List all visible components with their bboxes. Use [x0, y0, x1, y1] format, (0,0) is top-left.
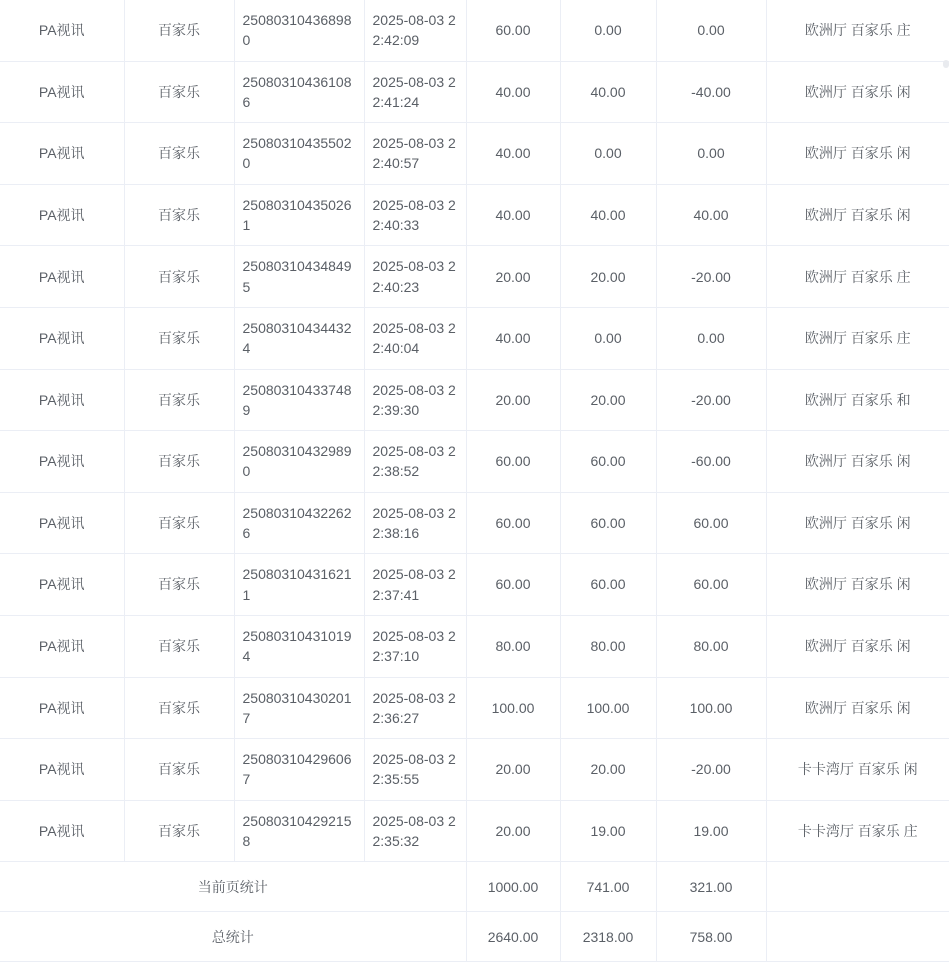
cell-time: 2025-08-03 22:40:57 — [364, 123, 466, 185]
cell-platform: PA视讯 — [0, 307, 124, 369]
cell-profit: 100.00 — [656, 677, 766, 739]
cell-detail: 欧洲厅 百家乐 闲 — [766, 615, 949, 677]
cell-valid-amount: 100.00 — [560, 677, 656, 739]
table-row[interactable] — [0, 307, 949, 369]
cell-detail: 欧洲厅 百家乐 闲 — [766, 61, 949, 123]
cell-platform: PA视讯 — [0, 739, 124, 801]
cell-detail: 卡卡湾厅 百家乐 闲 — [766, 739, 949, 801]
table-row[interactable] — [0, 123, 949, 185]
cell-bet-id: 250803104361086 — [234, 61, 364, 123]
cell-bet-amount: 80.00 — [466, 615, 560, 677]
cell-detail: 欧洲厅 百家乐 闲 — [766, 123, 949, 185]
cell-bet-id: 250803104296067 — [234, 739, 364, 801]
cell-time: 2025-08-03 22:35:32 — [364, 800, 466, 862]
cell-bet-amount: 60.00 — [466, 554, 560, 616]
cell-platform: PA视讯 — [0, 184, 124, 246]
cell-time: 2025-08-03 22:40:23 — [364, 246, 466, 308]
cell-valid-amount: 19.00 — [560, 800, 656, 862]
cell-game: 百家乐 — [124, 184, 234, 246]
cell-platform: PA视讯 — [0, 800, 124, 862]
cell-bet-amount: 40.00 — [466, 61, 560, 123]
cell-platform: PA视讯 — [0, 615, 124, 677]
cell-time: 2025-08-03 22:36:27 — [364, 677, 466, 739]
cell-time: 2025-08-03 22:41:24 — [364, 61, 466, 123]
cell-game: 百家乐 — [124, 492, 234, 554]
cell-detail: 欧洲厅 百家乐 和 — [766, 369, 949, 431]
cell-valid-amount: 60.00 — [560, 492, 656, 554]
cell-profit: -20.00 — [656, 739, 766, 801]
cell-game: 百家乐 — [124, 615, 234, 677]
table-row[interactable] — [0, 677, 949, 739]
cell-platform: PA视讯 — [0, 677, 124, 739]
cell-game: 百家乐 — [124, 307, 234, 369]
cell-bet-id: 250803104368980 — [234, 0, 364, 61]
page-summary-row-profit: 321.00 — [656, 862, 766, 912]
cell-bet-amount: 60.00 — [466, 0, 560, 61]
cell-valid-amount: 40.00 — [560, 61, 656, 123]
cell-profit: -20.00 — [656, 369, 766, 431]
cell-bet-amount: 40.00 — [466, 123, 560, 185]
cell-profit: 60.00 — [656, 492, 766, 554]
cell-profit: 19.00 — [656, 800, 766, 862]
table-row[interactable] — [0, 0, 949, 61]
page-summary-row-label: 当前页统计 — [0, 862, 466, 912]
cell-bet-amount: 100.00 — [466, 677, 560, 739]
cell-valid-amount: 20.00 — [560, 246, 656, 308]
page-summary-row-bet-amount: 1000.00 — [466, 862, 560, 912]
table-row[interactable] — [0, 246, 949, 308]
cell-bet-amount: 40.00 — [466, 307, 560, 369]
cell-platform: PA视讯 — [0, 554, 124, 616]
cell-time: 2025-08-03 22:38:16 — [364, 492, 466, 554]
cell-valid-amount: 20.00 — [560, 369, 656, 431]
cell-detail: 欧洲厅 百家乐 闲 — [766, 431, 949, 493]
cell-bet-amount: 20.00 — [466, 739, 560, 801]
cell-profit: 0.00 — [656, 123, 766, 185]
cell-bet-id: 250803104329890 — [234, 431, 364, 493]
cell-detail: 欧洲厅 百家乐 庄 — [766, 307, 949, 369]
cell-profit: 60.00 — [656, 554, 766, 616]
cell-detail: 欧洲厅 百家乐 庄 — [766, 0, 949, 61]
cell-bet-id: 250803104302017 — [234, 677, 364, 739]
table-row[interactable] — [0, 800, 949, 862]
cell-valid-amount: 0.00 — [560, 307, 656, 369]
page-summary-row-valid-amount: 741.00 — [560, 862, 656, 912]
page-summary-row — [0, 862, 949, 912]
cell-platform: PA视讯 — [0, 369, 124, 431]
cell-time: 2025-08-03 22:38:52 — [364, 431, 466, 493]
cell-profit: -60.00 — [656, 431, 766, 493]
cell-valid-amount: 80.00 — [560, 615, 656, 677]
total-summary-row-bet-amount: 2640.00 — [466, 912, 560, 962]
table-row[interactable] — [0, 554, 949, 616]
cell-bet-id: 250803104355020 — [234, 123, 364, 185]
cell-bet-amount: 60.00 — [466, 431, 560, 493]
cell-profit: -40.00 — [656, 61, 766, 123]
table-row[interactable] — [0, 184, 949, 246]
cell-detail: 欧洲厅 百家乐 闲 — [766, 554, 949, 616]
cell-game: 百家乐 — [124, 61, 234, 123]
cell-profit: 0.00 — [656, 307, 766, 369]
cell-bet-id: 250803104316211 — [234, 554, 364, 616]
cell-platform: PA视讯 — [0, 431, 124, 493]
page-summary-row-detail — [766, 862, 949, 912]
cell-bet-amount: 20.00 — [466, 246, 560, 308]
cell-time: 2025-08-03 22:42:09 — [364, 0, 466, 61]
cell-profit: 80.00 — [656, 615, 766, 677]
cell-detail: 欧洲厅 百家乐 闲 — [766, 492, 949, 554]
cell-game: 百家乐 — [124, 554, 234, 616]
table-row[interactable] — [0, 492, 949, 554]
table-row[interactable] — [0, 369, 949, 431]
cell-game: 百家乐 — [124, 0, 234, 61]
cell-bet-amount: 40.00 — [466, 184, 560, 246]
cell-valid-amount: 0.00 — [560, 123, 656, 185]
cell-game: 百家乐 — [124, 123, 234, 185]
cell-bet-id: 250803104337489 — [234, 369, 364, 431]
vertical-scrollbar[interactable] — [943, 60, 949, 68]
cell-time: 2025-08-03 22:35:55 — [364, 739, 466, 801]
cell-profit: -20.00 — [656, 246, 766, 308]
cell-game: 百家乐 — [124, 369, 234, 431]
cell-profit: 40.00 — [656, 184, 766, 246]
cell-valid-amount: 20.00 — [560, 739, 656, 801]
total-summary-row-valid-amount: 2318.00 — [560, 912, 656, 962]
cell-time: 2025-08-03 22:39:30 — [364, 369, 466, 431]
cell-platform: PA视讯 — [0, 492, 124, 554]
cell-bet-id: 250803104310194 — [234, 615, 364, 677]
cell-time: 2025-08-03 22:37:41 — [364, 554, 466, 616]
table-row[interactable] — [0, 739, 949, 801]
cell-game: 百家乐 — [124, 739, 234, 801]
table-row[interactable] — [0, 431, 949, 493]
cell-detail: 欧洲厅 百家乐 闲 — [766, 677, 949, 739]
cell-detail: 欧洲厅 百家乐 闲 — [766, 184, 949, 246]
cell-bet-id: 250803104292158 — [234, 800, 364, 862]
cell-platform: PA视讯 — [0, 123, 124, 185]
cell-profit: 0.00 — [656, 0, 766, 61]
cell-platform: PA视讯 — [0, 0, 124, 61]
cell-game: 百家乐 — [124, 677, 234, 739]
cell-valid-amount: 40.00 — [560, 184, 656, 246]
total-summary-row — [0, 912, 949, 962]
total-summary-row-detail — [766, 912, 949, 962]
cell-valid-amount: 60.00 — [560, 554, 656, 616]
cell-game: 百家乐 — [124, 431, 234, 493]
cell-bet-amount: 20.00 — [466, 800, 560, 862]
cell-game: 百家乐 — [124, 800, 234, 862]
cell-detail: 卡卡湾厅 百家乐 庄 — [766, 800, 949, 862]
table-row[interactable] — [0, 61, 949, 123]
cell-valid-amount: 0.00 — [560, 0, 656, 61]
cell-platform: PA视讯 — [0, 246, 124, 308]
cell-valid-amount: 60.00 — [560, 431, 656, 493]
cell-bet-amount: 60.00 — [466, 492, 560, 554]
cell-detail: 欧洲厅 百家乐 庄 — [766, 246, 949, 308]
cell-bet-id: 250803104322626 — [234, 492, 364, 554]
cell-bet-id: 250803104348495 — [234, 246, 364, 308]
total-summary-row-label: 总统计 — [0, 912, 466, 962]
cell-platform: PA视讯 — [0, 61, 124, 123]
table-row[interactable] — [0, 615, 949, 677]
cell-bet-id: 250803104344324 — [234, 307, 364, 369]
total-summary-row-profit: 758.00 — [656, 912, 766, 962]
cell-time: 2025-08-03 22:40:33 — [364, 184, 466, 246]
cell-bet-id: 250803104350261 — [234, 184, 364, 246]
cell-time: 2025-08-03 22:37:10 — [364, 615, 466, 677]
cell-time: 2025-08-03 22:40:04 — [364, 307, 466, 369]
cell-game: 百家乐 — [124, 246, 234, 308]
cell-bet-amount: 20.00 — [466, 369, 560, 431]
